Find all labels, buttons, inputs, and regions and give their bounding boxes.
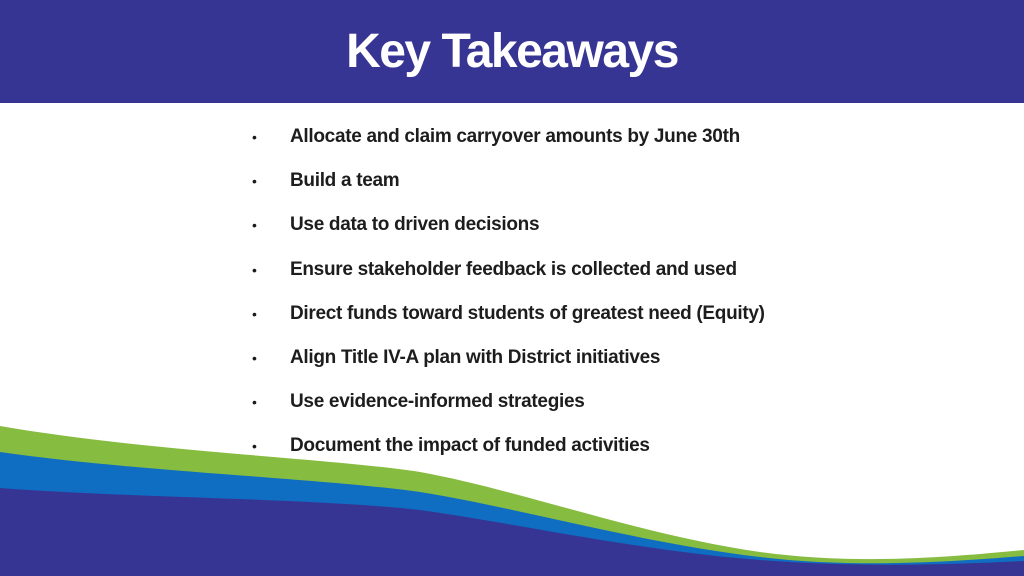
list-item-text: Use evidence-informed strategies: [290, 391, 585, 413]
list-item-text: Ensure stakeholder feedback is collected and used: [290, 258, 737, 280]
bullet-icon: •: [252, 438, 257, 455]
bullet-icon: •: [252, 173, 257, 190]
list-item-text: Direct funds toward students of greatest need (Equity): [290, 302, 765, 324]
list-item-text: Build a team: [290, 170, 400, 192]
bullet-icon: •: [252, 350, 257, 367]
list-item-text: Document the impact of funded activities: [290, 435, 650, 457]
slide-title: Key Takeaways: [346, 25, 678, 78]
bullet-icon: •: [252, 217, 257, 234]
list-item-text: Allocate and claim carryover amounts by June 30th: [290, 126, 740, 148]
bullet-icon: •: [252, 129, 257, 146]
bullet-icon: •: [252, 261, 257, 278]
bullet-icon: •: [252, 394, 257, 411]
list-item-text: Align Title IV-A plan with District initiatives: [290, 347, 661, 369]
bullet-icon: •: [252, 305, 257, 322]
list-item-text: Use data to driven decisions: [290, 214, 540, 236]
